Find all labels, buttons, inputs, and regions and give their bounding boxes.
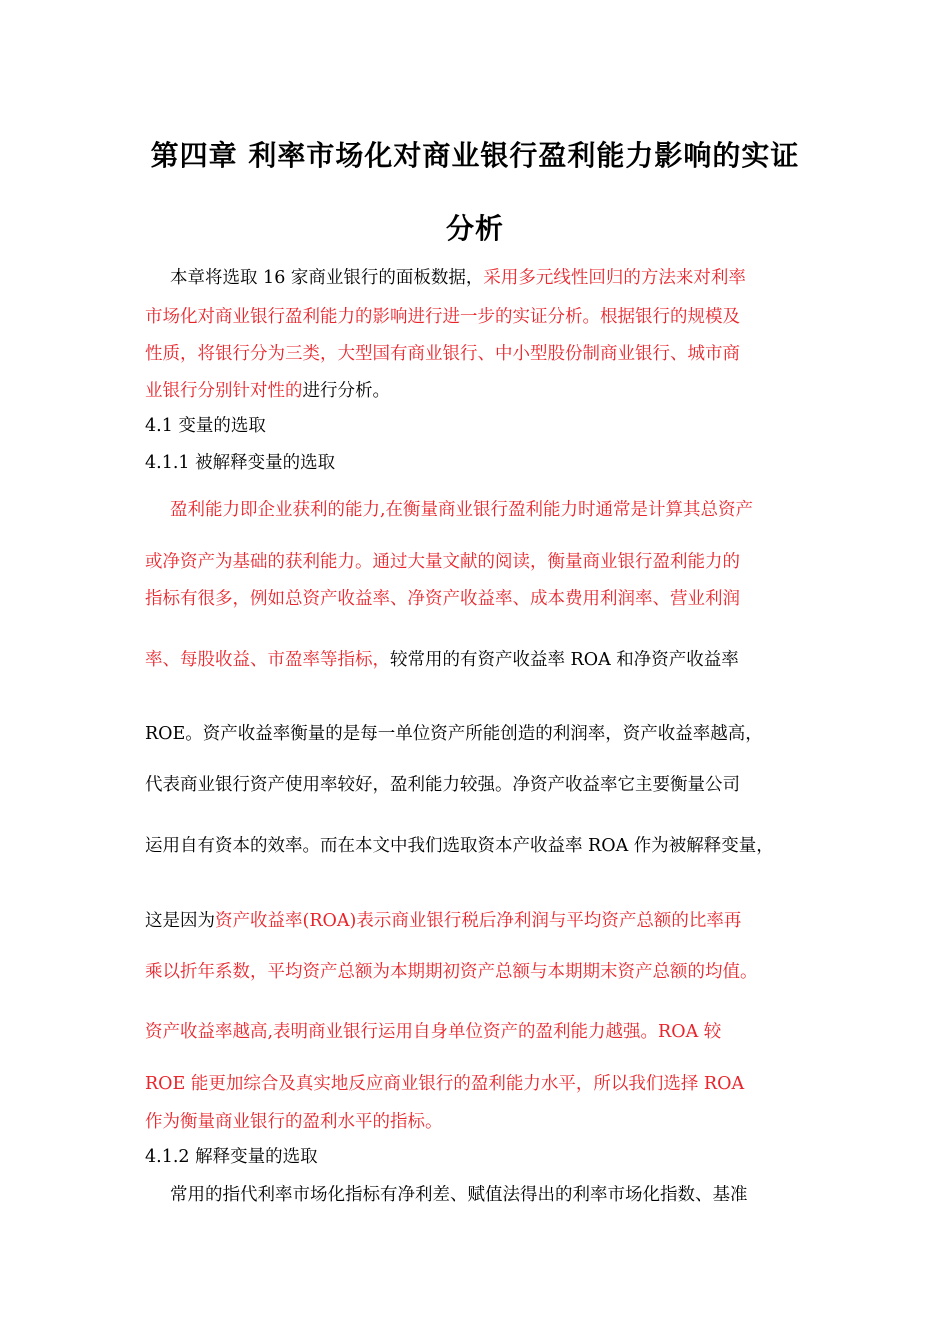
para2-line-12: 作为衡量商业银行的盈利水平的指标。 [145, 1112, 443, 1132]
intro-line-4-black: 进行分析。 [302, 381, 390, 401]
intro-line-1-red: 采用多元线性回归的方法来对利率 [483, 268, 746, 288]
para2-line-11: ROE 能更加综合及真实地反应商业银行的盈利能力水平，所以我们选择 ROA [145, 1074, 745, 1094]
chapter-title-line2: 分析 [445, 212, 504, 245]
para2-line-2: 或净资产为基础的获利能力。通过大量文献的阅读，衡量商业银行盈利能力的 [145, 552, 740, 572]
para2-line-6: 代表商业银行资产使用率较好，盈利能力较强。净资产收益率它主要衡量公司 [145, 775, 740, 795]
intro-line-1-black: 本章将选取 16 家商业银行的面板数据， [170, 268, 484, 288]
section-4-1-heading: 4.1 变量的选取 [145, 416, 266, 436]
para2-line-3: 指标有很多，例如总资产收益率、净资产收益率、成本费用利润率、营业利润 [145, 589, 740, 609]
para2-line-4-red: 率、每股收益、市盈率等指标， [145, 650, 390, 670]
para2-line-8-black: 这是因为 [145, 911, 215, 931]
para2-line-10: 资产收益率越高,表明商业银行运用自身单位资产的盈利能力越强。ROA 较 [145, 1022, 722, 1042]
para3-line-1: 常用的指代利率市场化指标有净利差、赋值法得出的利率市场化指数、基准 [170, 1185, 748, 1205]
para2-line-9: 乘以折年系数，平均资产总额为本期期初资产总额与本期期末资产总额的均值。 [145, 962, 758, 982]
para2-line-7: 运用自有资本的效率。而在本文中我们选取资本产收益率 ROA 作为被解释变量， [145, 836, 774, 856]
intro-line-4 [145, 379, 390, 403]
para2-line-8 [145, 909, 741, 933]
chapter-title-line1: 第四章 利率市场化对商业银行盈利能力影响的实证 [150, 139, 800, 172]
para2-line-1: 盈利能力即企业获利的能力,在衡量商业银行盈利能力时通常是计算其总资产 [170, 500, 754, 520]
para2-line-4-black: 较常用的有资产收益率 ROA 和净资产收益率 [390, 650, 739, 670]
intro-line-3: 性质，将银行分为三类，大型国有商业银行、中小型股份制商业银行、城市商 [145, 344, 740, 364]
section-4-1-2-heading: 4.1.2 解释变量的选取 [145, 1147, 318, 1167]
section-4-1-1-heading: 4.1.1 被解释变量的选取 [145, 453, 336, 473]
para2-line-8-red: 资产收益率(ROA)表示商业银行税后净利润与平均资产总额的比率再 [215, 911, 742, 931]
para2-line-5: ROE。资产收益率衡量的是每一单位资产所能创造的利润率，资产收益率越高， [145, 724, 763, 744]
intro-line-1 [170, 266, 746, 290]
intro-line-2: 市场化对商业银行盈利能力的影响进行进一步的实证分析。根据银行的规模及 [145, 307, 740, 327]
intro-line-4-red: 业银行分别针对性的 [145, 381, 303, 401]
para2-line-4 [145, 648, 739, 672]
